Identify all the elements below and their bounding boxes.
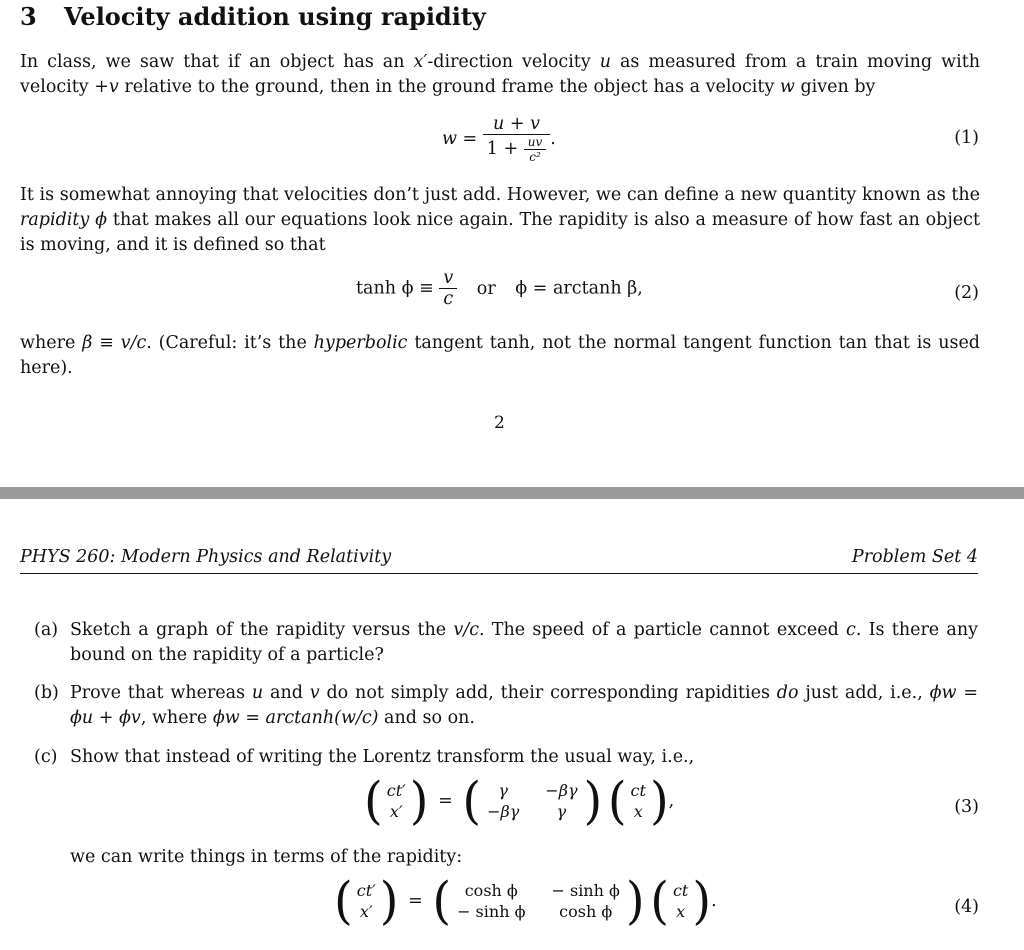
math-u: u xyxy=(251,683,264,703)
text: ct xyxy=(672,881,689,900)
text: tangent tanh, not the normal tangent function tan that is used here). xyxy=(20,333,980,378)
text: do not simply add, their corresponding rapidities xyxy=(319,683,777,703)
text: − sinh ϕ xyxy=(457,902,526,921)
text: x xyxy=(633,802,643,821)
text: c xyxy=(439,288,457,309)
part-label: (c) xyxy=(34,747,58,767)
problem-part-b xyxy=(34,681,978,731)
text: . (Careful: it’s the xyxy=(146,333,314,353)
section-number: 3 xyxy=(20,2,37,31)
part-c-text-2: we can write things in terms of the rapidity: xyxy=(70,847,463,867)
text: 1 + xyxy=(486,139,519,159)
text: , where xyxy=(140,708,213,728)
eq2-fraction xyxy=(439,268,457,309)
eq2-lhs: tanh ϕ ≡ xyxy=(356,278,434,299)
equation-4-number: (4) xyxy=(954,897,979,917)
paren-right: ) xyxy=(379,871,399,931)
paren-left: ( xyxy=(650,871,669,931)
text: . The speed of a particle cannot exceed xyxy=(479,620,847,640)
text: ct′ xyxy=(356,881,376,900)
section-title: Velocity addition using rapidity xyxy=(64,2,486,31)
text: −βγ xyxy=(545,781,578,800)
math-plus-v: +v xyxy=(94,77,119,97)
equation-3: ( ct′ x′ ) = ( γ −βγ −βγ γ ) ( ct x ) , xyxy=(364,771,675,831)
paren-right: ) xyxy=(692,871,712,931)
text: − sinh ϕ xyxy=(551,881,620,900)
text: and xyxy=(263,683,310,703)
text: and so on. xyxy=(378,708,475,728)
page-number: 2 xyxy=(494,413,505,433)
math-phi: ϕ xyxy=(95,210,108,230)
paren-left: ( xyxy=(607,771,627,831)
text: that makes all our equations look nice again. The rapidity is also a measure of how fast an object is moving, and it is defined so that xyxy=(20,210,980,255)
eq3-rhs-vector xyxy=(607,771,669,831)
text: given by xyxy=(794,77,876,97)
math-c: c xyxy=(846,620,856,640)
text: −βγ xyxy=(487,802,520,821)
math-v-over-c: v/c xyxy=(453,620,479,640)
text: -direction velocity xyxy=(427,52,600,72)
text: uv xyxy=(527,135,543,149)
course-title: PHYS 260: Modern Physics and Relativity xyxy=(20,547,392,567)
equation-2-number: (2) xyxy=(954,283,979,303)
text: . Is there any bound on the rapidity of a particle? xyxy=(70,620,979,665)
eq2-or: or xyxy=(476,278,496,299)
paren-right: ) xyxy=(649,771,669,831)
eq4-rhs-vector xyxy=(650,871,712,931)
eq1-inner-fraction xyxy=(524,135,547,164)
math-w: w xyxy=(779,77,795,97)
eq1-period: . xyxy=(550,129,556,149)
paren-left: ( xyxy=(462,771,482,831)
equation-4: ( ct′ x′ ) = ( cosh ϕ − sinh ϕ − sinh ϕ cosh ϕ ) ( ct x ) . xyxy=(334,871,717,931)
text: c² xyxy=(524,149,547,164)
eq1-denominator xyxy=(483,134,550,164)
paren-left: ( xyxy=(432,871,452,931)
page-separator xyxy=(0,487,1024,499)
eq3-lhs-vector xyxy=(364,771,429,831)
text: relative to the ground, then in the ground frame the object has a velocity xyxy=(118,77,780,97)
math-x-prime: x′ xyxy=(413,52,428,72)
equation-1 xyxy=(442,114,556,164)
problem-part-c xyxy=(34,745,978,770)
text: x′ xyxy=(359,902,373,921)
paren-right: ) xyxy=(409,771,429,831)
text: v xyxy=(443,268,454,288)
paren-right: ) xyxy=(583,771,603,831)
problem-part-a xyxy=(34,618,978,668)
part-label: (a) xyxy=(34,620,59,640)
text: It is somewhat annoying that velocities don’t just add. However, we can define a new quantity known as the xyxy=(20,185,980,205)
text: as measured from a train moving with velocity xyxy=(20,52,981,97)
eq3-matrix xyxy=(462,771,603,831)
paren-right: ) xyxy=(625,871,645,931)
part-a-text xyxy=(70,618,978,668)
math-u: u xyxy=(599,52,611,72)
phi-w-definition: ϕw = arctanh(w/c) xyxy=(212,708,379,728)
part-label: (b) xyxy=(34,683,59,703)
problem-set-label: Problem Set 4 xyxy=(851,547,978,567)
text: In class, we saw that if an object has an xyxy=(20,52,414,72)
equation-1-number: (1) xyxy=(954,128,979,148)
eq4-lhs-vector xyxy=(334,871,399,931)
text: x xyxy=(676,902,686,921)
math-v: v xyxy=(309,683,320,703)
eq3-comma: , xyxy=(668,791,675,811)
hyperbolic-term: hyperbolic xyxy=(313,333,408,353)
part-c-text: Show that instead of writing the Lorentz transform the usual way, i.e., xyxy=(70,747,695,767)
careful-paragraph xyxy=(20,331,980,381)
eq1-numerator: u + v xyxy=(493,114,540,134)
text: ct xyxy=(630,781,646,800)
part-c-continuation xyxy=(34,845,978,870)
text: where xyxy=(20,333,83,353)
paren-left: ( xyxy=(334,871,353,931)
emphasis-do: do xyxy=(776,683,799,703)
text: Prove that whereas xyxy=(70,683,252,703)
equation-2 xyxy=(356,268,643,309)
equation-3-number: (3) xyxy=(954,797,979,817)
text: ct′ xyxy=(386,781,406,800)
rapidity-sum: ϕw = ϕu + ϕv xyxy=(70,683,978,728)
text: cosh ϕ xyxy=(464,881,518,900)
section-heading xyxy=(20,2,486,31)
eq1-lhs: w = xyxy=(442,129,478,149)
intro-paragraph xyxy=(20,50,980,100)
eq1-fraction xyxy=(483,114,550,164)
eq2-rhs: ϕ = arctanh β, xyxy=(515,278,643,299)
part-b-text xyxy=(70,681,978,731)
rapidity-term: rapidity xyxy=(20,210,90,230)
text: γ xyxy=(556,802,567,821)
text: x′ xyxy=(389,802,403,821)
eq4-period: . xyxy=(711,891,717,911)
paren-left: ( xyxy=(364,771,383,831)
text: Sketch a graph of the rapidity versus the xyxy=(70,620,454,640)
page-2 xyxy=(0,499,1024,950)
rapidity-paragraph xyxy=(20,183,980,258)
text: just add, i.e., xyxy=(798,683,930,703)
text: γ xyxy=(498,781,508,800)
running-header xyxy=(20,547,978,574)
text: cosh ϕ xyxy=(559,902,613,921)
beta-definition: β ≡ v/c xyxy=(82,333,147,353)
